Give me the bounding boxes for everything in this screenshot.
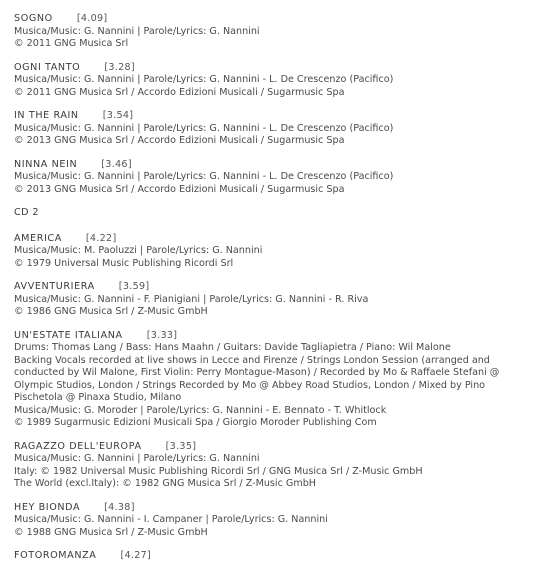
credit-line: © 1986 GNG Musica Srl / Z-Music GmbH	[14, 306, 208, 317]
credit-line: Pischetola @ Pinaxa Studio, Milano	[14, 392, 182, 403]
track-entry	[14, 441, 544, 491]
track-title: AVVENTURIERA	[14, 281, 95, 292]
credit-line: Musica/Music: G. Nannini | Parole/Lyrics: G. Nannini	[14, 453, 260, 464]
track-entry	[14, 233, 544, 271]
track-title: IN THE RAIN	[14, 110, 79, 121]
credit-line: Musica/Music: M. Paoluzzi | Parole/Lyrics: G. Nannini	[14, 245, 263, 256]
track-duration: [3.35]	[165, 440, 197, 452]
track-duration: [3.33]	[146, 329, 178, 341]
credit-line: Musica/Music: G. Moroder | Parole/Lyrics: G. Nannini - E. Bennato - T. Whitlock	[14, 404, 387, 416]
track-entry	[14, 62, 544, 100]
credit-line: Backing Vocals recorded at live shows in Lecce and Firenze / Strings London Session (arranged and	[14, 354, 490, 366]
track-title: HEY BIONDA	[14, 501, 81, 513]
track-title: FOTOROMANZA	[14, 550, 97, 561]
track-entry	[14, 550, 544, 563]
credit-line: Italy: © 1982 Universal Music Publishing Ricordi Srl / GNG Musica Srl / Z-Music GmbH	[14, 465, 423, 477]
track-title: OGNI TANTO	[14, 61, 81, 73]
cd2-track-list	[14, 233, 544, 563]
credit-line: Drums: Thomas Lang / Bass: Hans Maahn / Guitars: Davide Tagliapietra / Piano: Wil Malone	[14, 342, 451, 353]
track-title: RAGAZZO DELL'EUROPA	[14, 440, 142, 452]
cd1-track-list	[14, 13, 544, 196]
track-entry	[14, 502, 544, 540]
credit-line: © 2013 GNG Musica Srl / Accordo Edizioni Musicali / Sugarmusic Spa	[14, 135, 345, 146]
track-entry	[14, 281, 544, 319]
track-heading	[14, 281, 544, 294]
track-duration: [4.38]	[104, 501, 135, 513]
track-title: NINNA NEIN	[14, 158, 78, 170]
credit-line: Musica/Music: G. Nannini | Parole/Lyrics: G. Nannini - L. De Crescenzo (Pacifico)	[14, 171, 394, 182]
credit-line: © 1979 Universal Music Publishing Ricordi Srl	[14, 257, 234, 269]
track-heading	[14, 159, 544, 172]
cd2-label: CD 2	[14, 207, 39, 218]
track-heading	[14, 502, 544, 515]
track-entry	[14, 159, 544, 197]
track-heading	[14, 550, 544, 563]
track-heading	[14, 110, 544, 123]
track-title: UN'ESTATE ITALIANA	[14, 329, 123, 341]
credit-line: The World (excl.Italy): © 1982 GNG Musica Srl / Z-Music GmbH	[14, 478, 317, 489]
track-duration: [3.54]	[102, 110, 134, 121]
credit-line: © 2013 GNG Musica Srl / Accordo Edizioni Musicali / Sugarmusic Spa	[14, 183, 345, 195]
track-entry	[14, 330, 544, 430]
track-heading	[14, 62, 544, 75]
credit-line: © 1989 Sugarmusic Edizioni Musicali Spa / Giorgio Moroder Publishing Com	[14, 417, 377, 428]
credit-line: © 2011 GNG Musica Srl / Accordo Edizioni Musicali / Sugarmusic Spa	[14, 86, 345, 98]
track-entry	[14, 13, 544, 51]
track-duration: [3.46]	[101, 158, 132, 170]
track-title: SOGNO	[14, 13, 53, 24]
track-entry	[14, 110, 544, 148]
track-duration: [3.28]	[104, 61, 135, 73]
credit-line: Musica/Music: G. Nannini | Parole/Lyrics: G. Nannini - L. De Crescenzo (Pacifico)	[14, 74, 394, 85]
credit-line: conducted by Wil Malone, First Violin: Perry Montague-Mason) / Recorded by Mo & Raffaele Stefani @	[14, 367, 500, 378]
track-title: AMERICA	[14, 232, 62, 244]
credit-line: Musica/Music: G. Nannini | Parole/Lyrics: G. Nannini	[14, 25, 260, 37]
credits-page	[14, 13, 544, 574]
track-heading	[14, 233, 544, 246]
track-duration: [3.59]	[118, 281, 150, 292]
track-duration: [4.22]	[85, 232, 117, 244]
credit-line: © 2011 GNG Musica Srl	[14, 38, 129, 49]
track-heading	[14, 330, 544, 343]
track-duration: [4.09]	[76, 13, 108, 24]
credit-line: Musica/Music: G. Nannini | Parole/Lyrics: G. Nannini - L. De Crescenzo (Pacifico)	[14, 122, 394, 134]
credit-line: © 1988 GNG Musica Srl / Z-Music GmbH	[14, 526, 208, 538]
credit-line: Musica/Music: G. Nannini - F. Pianigiani | Parole/Lyrics: G. Nannini - R. Riva	[14, 293, 369, 305]
track-duration: [4.27]	[120, 550, 152, 561]
credit-line: Olympic Studios, London / Strings Recorded by Mo @ Abbey Road Studios, London / Mixed by Pino	[14, 379, 486, 391]
track-heading	[14, 441, 544, 454]
credit-line: Musica/Music: G. Nannini - I. Campaner | Parole/Lyrics: G. Nannini	[14, 514, 328, 525]
track-heading	[14, 13, 544, 26]
